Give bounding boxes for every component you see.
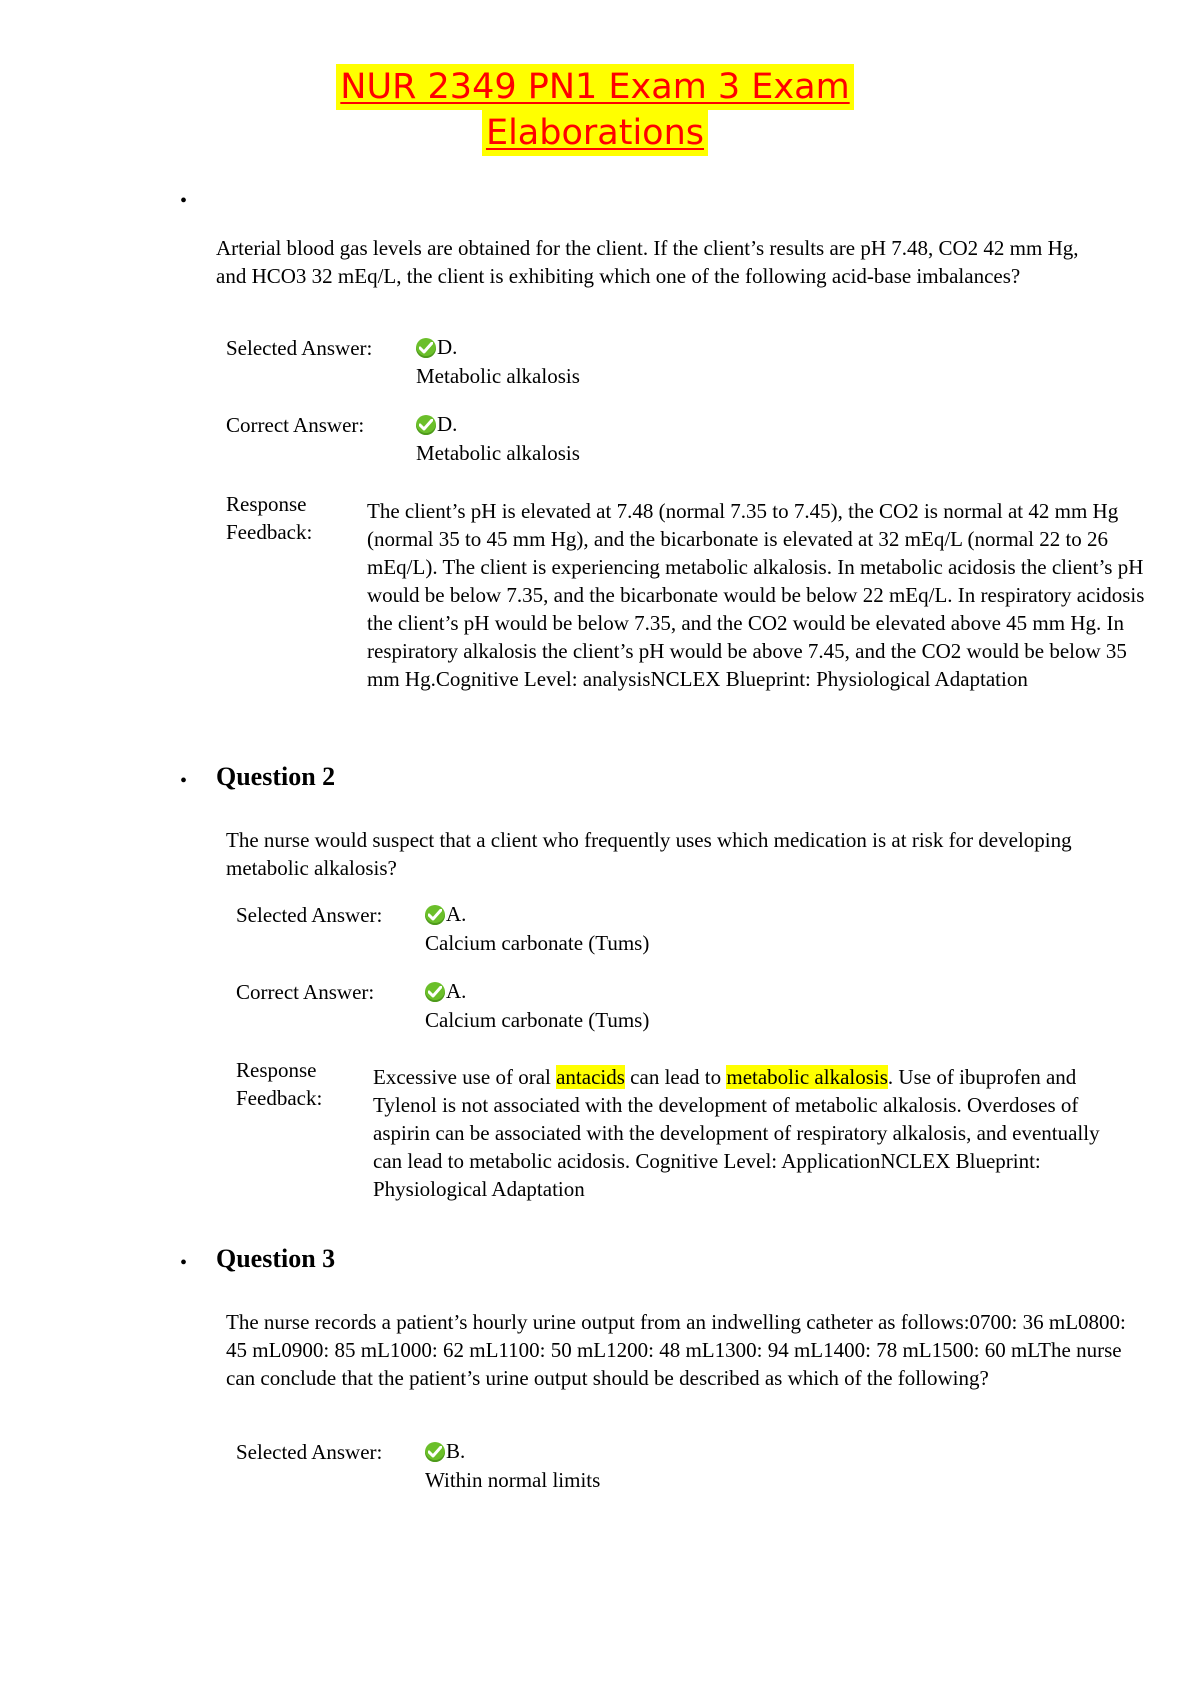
feedback-label-line-2: Feedback: xyxy=(226,520,313,544)
feedback-text-part: . Use of ibuprofen and Tylenol is not associated with the development of metabolic alkalosis. Overdoses of aspirin can be associated with the development of respiratory alkalosis, and eventually can lead to metabolic acidosis. Cognitive Level: ApplicationNCLEX Blueprint: Physiological Adaptation xyxy=(373,1065,1100,1201)
bullet: • xyxy=(180,1252,188,1274)
response-feedback-label xyxy=(236,1056,322,1112)
response-feedback-text xyxy=(373,1063,1113,1203)
feedback-label-line-1: Response xyxy=(236,1058,317,1082)
selected-answer-text: Within normal limits xyxy=(425,1468,601,1492)
feedback-label-line-1: Response xyxy=(226,492,307,516)
selected-answer-label: Selected Answer: xyxy=(236,903,383,927)
selected-answer xyxy=(425,1437,600,1495)
correct-check-icon xyxy=(425,1442,445,1462)
correct-answer-text: Calcium carbonate (Tums) xyxy=(425,1008,650,1032)
bullet: • xyxy=(180,770,188,792)
correct-answer-label: Correct Answer: xyxy=(236,980,375,1004)
feedback-text-part: Excessive use of oral xyxy=(373,1065,557,1089)
correct-check-icon xyxy=(425,982,445,1002)
correct-check-icon xyxy=(425,905,445,925)
document-title xyxy=(0,64,1190,156)
correct-answer-label: Correct Answer: xyxy=(226,413,365,437)
title-line-2: Elaborations xyxy=(482,110,708,156)
feedback-text-part: can lead to xyxy=(624,1065,727,1089)
question-1-text: Arterial blood gas levels are obtained for the client. If the client’s results are pH 7.48, CO2 42 mm Hg, and HCO3 32 mEq/L, the client is exhibiting which one of the following acid-base imbalances? xyxy=(216,236,1079,288)
selected-answer-letter: D. xyxy=(437,335,458,359)
response-feedback-label xyxy=(226,490,312,546)
selected-answer xyxy=(416,333,580,391)
correct-answer-letter: A. xyxy=(446,979,467,1003)
correct-answer-letter: D. xyxy=(437,412,458,436)
question-3-text: The nurse records a patient’s hourly urine output from an indwelling catheter as follows:0700: 36 mL0800: 45 mL0900: 85 mL1000: 62 mL1100: 50 mL1200: 48 mL1300: 94 mL1400: 78 mL1500: 60 mLThe nurse can conclude that the patient’s urine output should be described as which of the following? xyxy=(226,1310,1126,1390)
question-2-heading: Question 2 xyxy=(216,762,336,791)
correct-answer xyxy=(416,410,580,468)
bullet: • xyxy=(180,190,188,212)
correct-check-icon xyxy=(416,338,436,358)
feedback-label-line-2: Feedback: xyxy=(236,1086,323,1110)
response-feedback-text: The client’s pH is elevated at 7.48 (normal 7.35 to 7.45), the CO2 is normal at 42 mm Hg (normal 35 to 45 mm Hg), and the bicarbonate is elevated at 32 mEq/L (normal 22 to 26 mEq/L). The client is experiencing metabolic alkalosis. In metabolic acidosis the client’s pH would be below 7.35, and the bicarbonate would be below 22 mEq/L. In respiratory acidosis the client’s pH would be below 7.35, and the CO2 would be elevated above 45 mm Hg. In respiratory alkalosis the client’s pH would be above 7.45, and the CO2 would be below 35 mm Hg.Cognitive Level: analysisNCLEX Blueprint: Physiological Adaptation xyxy=(367,499,1145,691)
title-line-1: NUR 2349 PN1 Exam 3 Exam xyxy=(336,64,853,110)
selected-answer-text: Calcium carbonate (Tums) xyxy=(425,931,650,955)
question-2-text: The nurse would suspect that a client who frequently uses which medication is at risk for developing metabolic alkalosis? xyxy=(226,828,1072,880)
highlighted-term: antacids xyxy=(556,1065,625,1089)
selected-answer-text: Metabolic alkalosis xyxy=(416,364,580,388)
correct-check-icon xyxy=(416,415,436,435)
selected-answer-label: Selected Answer: xyxy=(226,336,373,360)
correct-answer xyxy=(425,977,649,1035)
selected-answer-letter: B. xyxy=(446,1439,466,1463)
selected-answer xyxy=(425,900,649,958)
highlighted-term: metabolic alkalosis xyxy=(726,1065,888,1089)
question-3-heading: Question 3 xyxy=(216,1244,336,1273)
selected-answer-label: Selected Answer: xyxy=(236,1440,383,1464)
correct-answer-text: Metabolic alkalosis xyxy=(416,441,580,465)
selected-answer-letter: A. xyxy=(446,902,467,926)
